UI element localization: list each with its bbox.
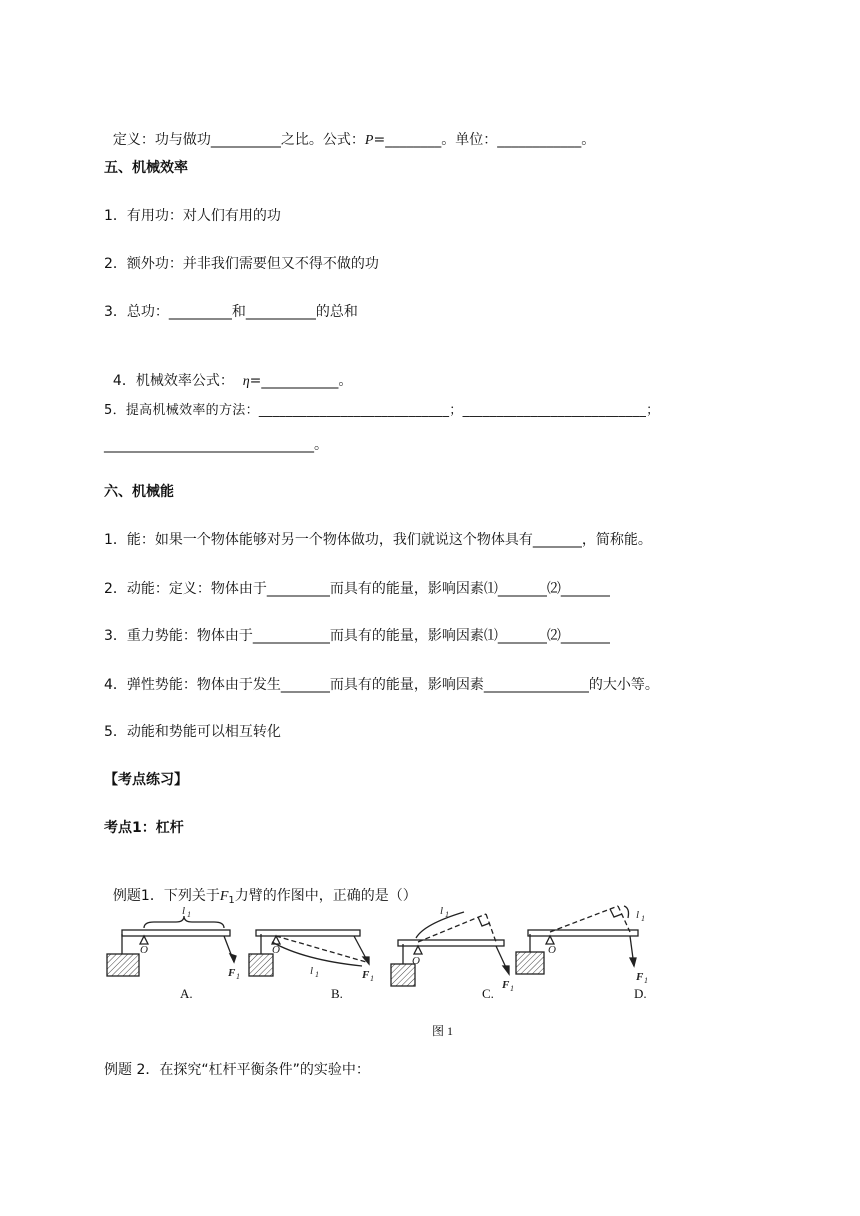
option-b-label: B. <box>331 986 343 1001</box>
arm-sub-b: 1 <box>315 970 319 979</box>
arm-sub-d: 1 <box>641 914 645 923</box>
section6-heading: 六、机械能 <box>104 484 174 500</box>
topic1-heading: 考点1：杠杆 <box>104 820 184 836</box>
option-d-label: D. <box>634 986 647 1001</box>
efficiency-formula-blank: =___________。 <box>249 373 353 389</box>
section5-item4 <box>104 351 352 392</box>
question1-text-end: 力臂的作图中，正确的是（） <box>234 888 417 904</box>
figure-caption: 图 1 <box>432 1024 454 1038</box>
section5-item5-line2: ______________________________。 <box>104 437 328 453</box>
force-label-b: F <box>362 969 370 981</box>
section6-item2: 2．动能：定义：物体由于_________而具有的能量，影响因素⑴_______⑵_______ <box>104 581 610 597</box>
lever-diagram-b <box>249 930 369 976</box>
section6-item3: 3．重力势能：物体由于___________而具有的能量，影响因素⑴_______⑵_______ <box>104 628 610 644</box>
eta-symbol: η <box>242 374 250 389</box>
power-definition <box>104 110 595 151</box>
section6-item5: 5．动能和势能可以相互转化 <box>104 724 281 740</box>
fulcrum-label-d: O <box>548 944 556 956</box>
lever-diagram-a <box>107 916 236 976</box>
force-symbol: F <box>219 889 229 904</box>
arm-label-d: l <box>636 909 640 921</box>
arm-label-b: l <box>310 965 314 977</box>
question2: 例题 2．在探究“杠杆平衡条件”的实验中： <box>104 1062 370 1078</box>
lever-diagram-c <box>391 912 509 986</box>
fulcrum-label-b: O <box>272 944 280 956</box>
force-subscript: 1 <box>228 895 235 906</box>
section5-heading: 五、机械效率 <box>104 160 188 176</box>
section5-item1: 1．有用功：对人们有用的功 <box>104 208 281 224</box>
power-definition-text: 定义：功与做功__________之比。公式： <box>112 132 365 148</box>
practice-heading: 【考点练习】 <box>104 772 188 788</box>
section6-item1: 1．能：如果一个物体能够对另一个物体做功，我们就说这个物体具有_______，简称能。 <box>104 532 652 548</box>
force-label-c: F <box>502 979 510 991</box>
arm-sub-c: 1 <box>445 910 449 919</box>
arm-label-c: l <box>440 905 444 917</box>
force-sub-b: 1 <box>370 974 374 983</box>
force-sub-c: 1 <box>510 984 514 993</box>
fulcrum-label-c: O <box>412 955 420 967</box>
arm-sub-a: 1 <box>187 910 191 919</box>
fulcrum-label-a: O <box>140 944 148 956</box>
force-sub-d: 1 <box>644 976 648 985</box>
option-a-label: A. <box>180 986 193 1001</box>
lever-diagram-d <box>516 906 638 974</box>
section5-item2: 2．额外功：并非我们需要但又不得不做的功 <box>104 256 379 272</box>
power-formula-rest: =________。单位：____________。 <box>373 132 596 148</box>
option-c-label: C. <box>482 986 494 1001</box>
section5-item5-line1: 5．提高机械效率的方法：____________________________；___________________________； <box>104 403 660 418</box>
force-label-d: F <box>636 971 644 983</box>
force-sub-a: 1 <box>236 972 240 981</box>
question1-text-start: 例题1．下列关于 <box>112 888 220 904</box>
power-formula-var: P <box>364 133 374 148</box>
section6-item4: 4．弹性势能：物体由于发生_______而具有的能量，影响因素_______________的大小等。 <box>104 677 659 693</box>
force-label-a: F <box>228 967 236 979</box>
section5-item3: 3．总功：_________和__________的总和 <box>104 304 358 320</box>
arm-label-a: l <box>182 905 186 917</box>
efficiency-formula-label: 4．机械效率公式： <box>112 373 243 389</box>
